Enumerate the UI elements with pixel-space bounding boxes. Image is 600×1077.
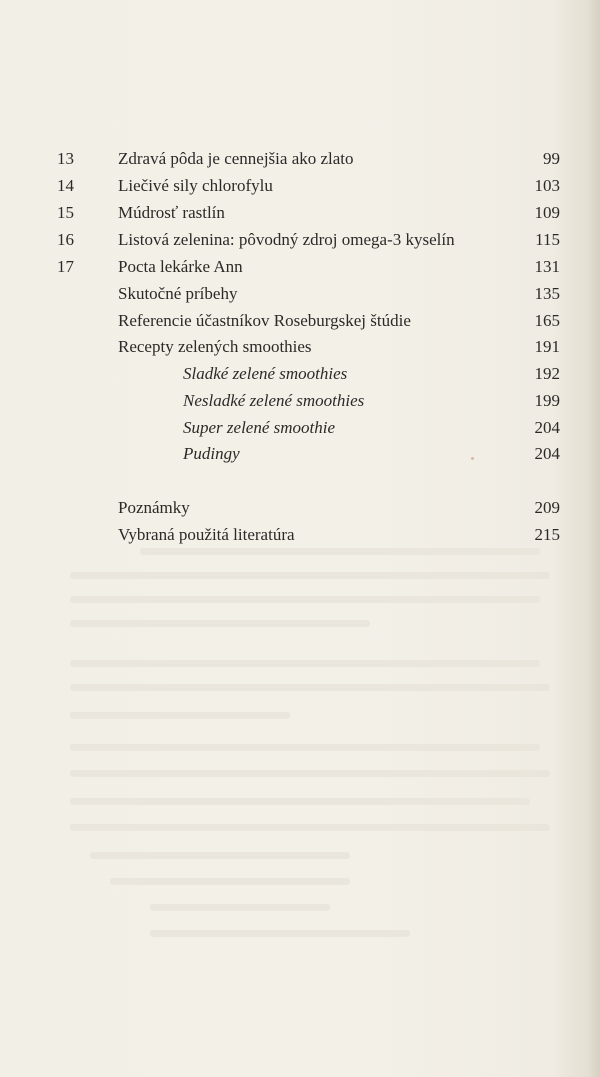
show-through-line bbox=[70, 712, 290, 719]
show-through-line bbox=[70, 824, 550, 831]
show-through-line bbox=[70, 596, 540, 603]
chapter-number: 14 bbox=[57, 176, 74, 195]
toc-entry bbox=[0, 199, 600, 226]
chapter-title: Pocta lekárke Ann bbox=[118, 257, 243, 276]
page-number: 115 bbox=[535, 230, 560, 249]
page-number: 215 bbox=[534, 525, 560, 544]
chapter-title: Múdrosť rastlín bbox=[118, 203, 225, 222]
toc-subentry bbox=[0, 440, 600, 467]
page-number: 191 bbox=[534, 337, 560, 356]
chapter-number: 13 bbox=[57, 149, 74, 168]
show-through-line bbox=[70, 620, 370, 627]
toc-entry bbox=[0, 280, 600, 307]
toc-subentry bbox=[0, 387, 600, 414]
show-through-line bbox=[70, 744, 540, 751]
page-number: 103 bbox=[534, 176, 560, 195]
toc-subentry bbox=[0, 360, 600, 387]
show-through-line bbox=[70, 572, 550, 579]
back-matter-title: Vybraná použitá literatúra bbox=[118, 525, 295, 544]
page-number: 135 bbox=[534, 284, 560, 303]
page-number: 109 bbox=[534, 203, 560, 222]
toc-entry bbox=[0, 226, 600, 253]
show-through-line bbox=[70, 684, 550, 691]
chapter-title: Liečivé sily chlorofylu bbox=[118, 176, 273, 195]
toc-entry bbox=[0, 172, 600, 199]
show-through-line bbox=[70, 770, 550, 777]
toc-entry bbox=[0, 521, 600, 548]
subsection-title: Sladké zelené smoothies bbox=[183, 364, 348, 383]
page-number: 131 bbox=[534, 257, 560, 276]
toc-entry bbox=[0, 253, 600, 280]
chapter-number: 16 bbox=[57, 230, 74, 249]
page-number: 204 bbox=[534, 444, 560, 463]
section-title: Referencie účastníkov Roseburgskej štúdie bbox=[118, 311, 411, 330]
toc-entry bbox=[0, 494, 600, 521]
toc-entry bbox=[0, 307, 600, 334]
page-number: 199 bbox=[534, 391, 560, 410]
chapter-number: 15 bbox=[57, 203, 74, 222]
subsection-title: Pudingy bbox=[183, 444, 240, 463]
page-number: 209 bbox=[534, 498, 560, 517]
show-through-line bbox=[70, 798, 530, 805]
show-through-line bbox=[110, 878, 350, 885]
toc-entry bbox=[0, 145, 600, 172]
toc-subentry bbox=[0, 414, 600, 441]
subsection-title: Super zelené smoothie bbox=[183, 418, 336, 437]
chapter-number: 17 bbox=[57, 257, 74, 276]
section-title: Recepty zelených smoothies bbox=[118, 337, 312, 356]
section-title: Skutočné príbehy bbox=[118, 284, 238, 303]
subsection-title: Nesladké zelené smoothies bbox=[183, 391, 365, 410]
page-number: 204 bbox=[534, 418, 560, 437]
show-through-line bbox=[140, 548, 540, 555]
back-matter-title: Poznámky bbox=[118, 498, 190, 517]
page-number: 99 bbox=[543, 149, 560, 168]
show-through-line bbox=[90, 852, 350, 859]
show-through-line bbox=[150, 930, 410, 937]
chapter-title: Listová zelenina: pôvodný zdroj omega-3 kyselín bbox=[118, 230, 455, 249]
page-number: 192 bbox=[534, 364, 560, 383]
page-number: 165 bbox=[534, 311, 560, 330]
show-through-line bbox=[150, 904, 330, 911]
show-through-line bbox=[70, 660, 540, 667]
toc-entry bbox=[0, 333, 600, 360]
chapter-title: Zdravá pôda je cennejšia ako zlato bbox=[118, 149, 354, 168]
